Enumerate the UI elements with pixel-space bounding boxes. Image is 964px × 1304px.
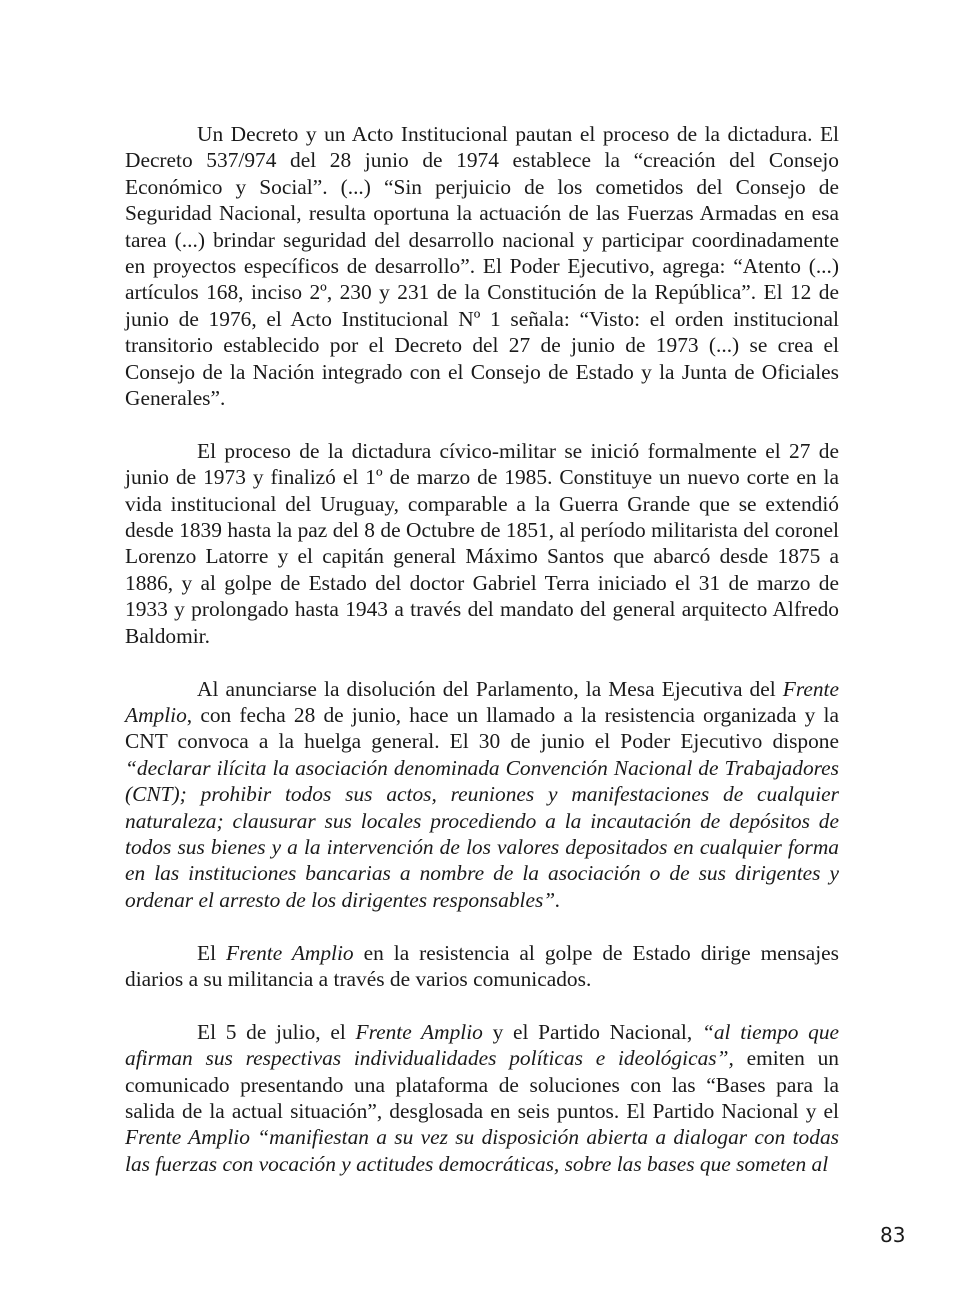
paragraph: [125, 1019, 839, 1177]
text-run: emiten un comunicado presentando una plataforma de soluciones con las “Bases para la salida de la actual situación”, desglosada en seis puntos. El Partido Nacional y el: [125, 1046, 840, 1123]
paragraph: [125, 121, 839, 411]
text-run: El 5 de julio, el: [197, 1019, 356, 1044]
italic-text-run: “al tiempo que afirman sus respectivas individualidades políticas e ideológicas”,: [125, 1019, 840, 1071]
paragraph: [125, 676, 839, 914]
text-run: El: [197, 940, 226, 965]
italic-text-run: “manifiestan a su vez su disposición abierta a dialogar con todas las fuerzas con vocación y actitudes democráticas, sobre las bases que someten al: [125, 1125, 839, 1176]
text-run: Al anunciarse la disolución del Parlamento, la Mesa Ejecutiva del: [197, 676, 783, 701]
italic-text-run: Frente Amplio: [125, 1125, 250, 1150]
text-run: El proceso de la dictadura cívico-militar se inició formalmente el 27 de junio de 1973 y finalizó el 1º de marzo de 1985. Constituye un nuevo corte en la vida institucional del Uruguay, comparable a la Guerra Grande que se extendió desde 1839 hasta la paz del 8 de Octubre de 1851, al período militarista del coronel Lorenzo Latorre y el capitán general Máximo Santos que abarcó desde 1875 a 1886, y al golpe de Estado del doctor Gabriel Terra iniciado el 31 de marzo de 1933 y prolongado hasta 1943 a través del mandato del general arquitecto Alfredo Baldomir.: [125, 438, 839, 648]
paragraph: [125, 940, 839, 993]
body-text: [125, 121, 839, 1177]
italic-text-run: Frente Amplio: [226, 940, 354, 965]
text-run: en la resistencia al golpe de Estado dirige mensajes diarios a su militancia a través de varios comunicados.: [125, 940, 839, 991]
italic-text-run: “declarar ilícita la asociación denominada Convención Nacional de Trabajadores (CNT); prohibir todos sus actos, reuniones y manifestaciones de cualquier naturaleza; clausurar sus locales procediendo a la incautación de depósitos de todos sus bienes y a la intervención de los valores depositados en cualquier forma en las instituciones bancarias a nombre de la asociación o de sus dirigentes y ordenar el arresto de los dirigentes responsables”.: [125, 755, 839, 912]
italic-text-run: Frente Amplio: [355, 1019, 483, 1044]
paragraph: [125, 438, 839, 649]
page-number: 83: [880, 1223, 906, 1247]
italic-text-run: Frente Amplio: [125, 676, 839, 727]
text-run: Un Decreto y un Acto Institucional pautan el proceso de la dictadura. El Decreto 537/974 del 28 junio de 1974 establece la “creación del Consejo Económico y Social”. (...) “Sin perjuicio de los cometidos del Consejo de Seguridad Nacional, resulta oportuna la actuación de las Fuerzas Armadas en esa tarea (...) brindar seguridad del desarrollo nacional y participar coordinadamente en proyectos específicos de desarrollo”. El Poder Ejecutivo, agrega: “Atento (...) artículos 168, inciso 2º, 230 y 231 de la Constitución de la República”. El 12 de junio de 1976, el Acto Institucional Nº 1 señala: “Visto: el orden institucional transitorio establecido por el Decreto del 27 de junio de 1973 (...) se crea el Consejo de la Nación integrado con el Consejo de Estado y la Junta de Oficiales Generales”.: [125, 122, 839, 411]
text-run: y el Partido Nacional,: [482, 1019, 702, 1044]
text-run: , con fecha 28 de junio, hace un llamado a la resistencia organizada y la CNT convoca a la huelga general. El 30 de junio el Poder Ejecutivo dispone: [125, 702, 839, 754]
